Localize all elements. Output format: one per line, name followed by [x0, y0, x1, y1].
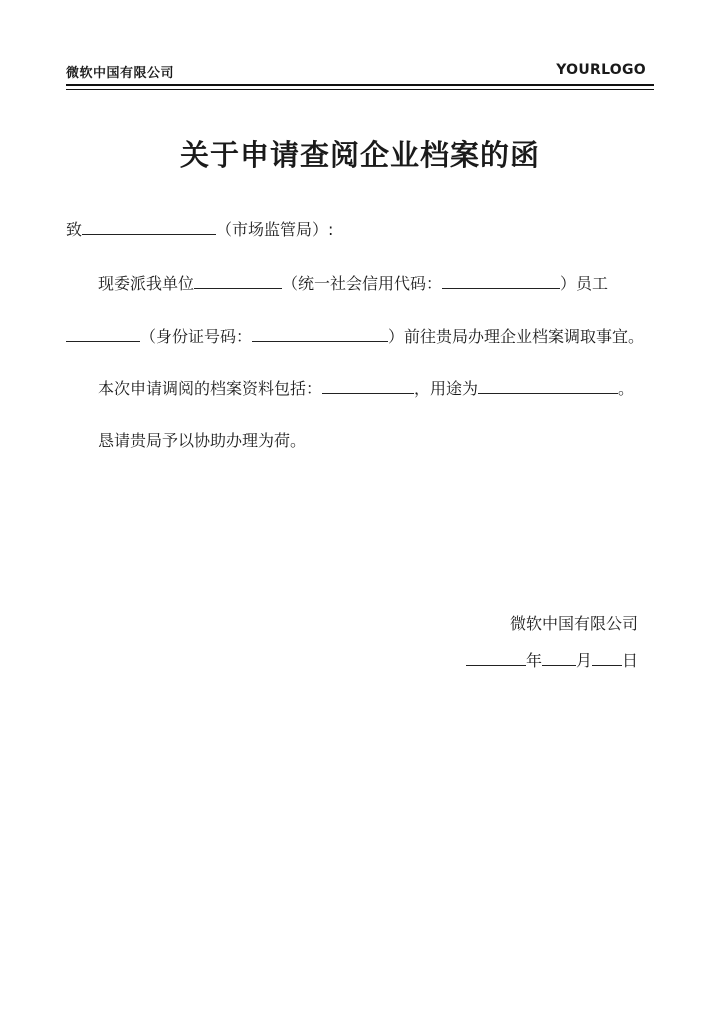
- signature-company: 微软中国有限公司: [509, 614, 638, 633]
- page-header: [66, 62, 654, 82]
- day-blank[interactable]: [592, 650, 622, 666]
- month-blank[interactable]: [542, 650, 576, 666]
- employee-name-blank[interactable]: [66, 326, 140, 342]
- header-company-name: 微软中国有限公司: [66, 66, 175, 81]
- text-id-number: （身份证号码：: [140, 327, 253, 346]
- id-number-blank[interactable]: [252, 326, 388, 342]
- text-credit-code: （统一社会信用代码：: [282, 274, 443, 293]
- text-materials: 本次申请调阅的档案资料包括：: [98, 379, 323, 398]
- unit-blank[interactable]: [194, 273, 282, 289]
- year-label: 年: [525, 651, 542, 670]
- year-blank[interactable]: [466, 650, 526, 666]
- document-title: 关于申请查阅企业档案的函: [179, 138, 540, 172]
- paragraph-line-3: [98, 378, 634, 399]
- text-purpose-visit: ）前往贵局办理企业档案调取事宜。: [388, 327, 645, 346]
- paragraph-line-4: 恳请贵局予以协助办理为荷。: [98, 431, 307, 450]
- text-usage: ，用途为: [414, 379, 479, 398]
- credit-code-blank[interactable]: [442, 273, 560, 289]
- signature-date: [466, 650, 638, 671]
- month-label: 月: [575, 651, 592, 670]
- paragraph-line-2: [66, 326, 644, 347]
- salutation-prefix: 致: [66, 220, 83, 239]
- header-logo: YOURLOGO: [556, 62, 646, 78]
- text-employee: ）员工: [560, 274, 609, 293]
- recipient-blank[interactable]: [82, 219, 216, 235]
- header-divider-thin: [66, 89, 654, 90]
- header-divider-thick: [66, 84, 654, 86]
- text-dispatch: 现委派我单位: [98, 274, 195, 293]
- paragraph-line-1: [98, 273, 608, 294]
- text-period: 。: [618, 379, 635, 398]
- salutation-line: [66, 219, 333, 240]
- usage-blank[interactable]: [478, 378, 618, 394]
- day-label: 日: [621, 651, 638, 670]
- materials-blank[interactable]: [322, 378, 414, 394]
- salutation-suffix: （市场监管局）:: [216, 220, 334, 239]
